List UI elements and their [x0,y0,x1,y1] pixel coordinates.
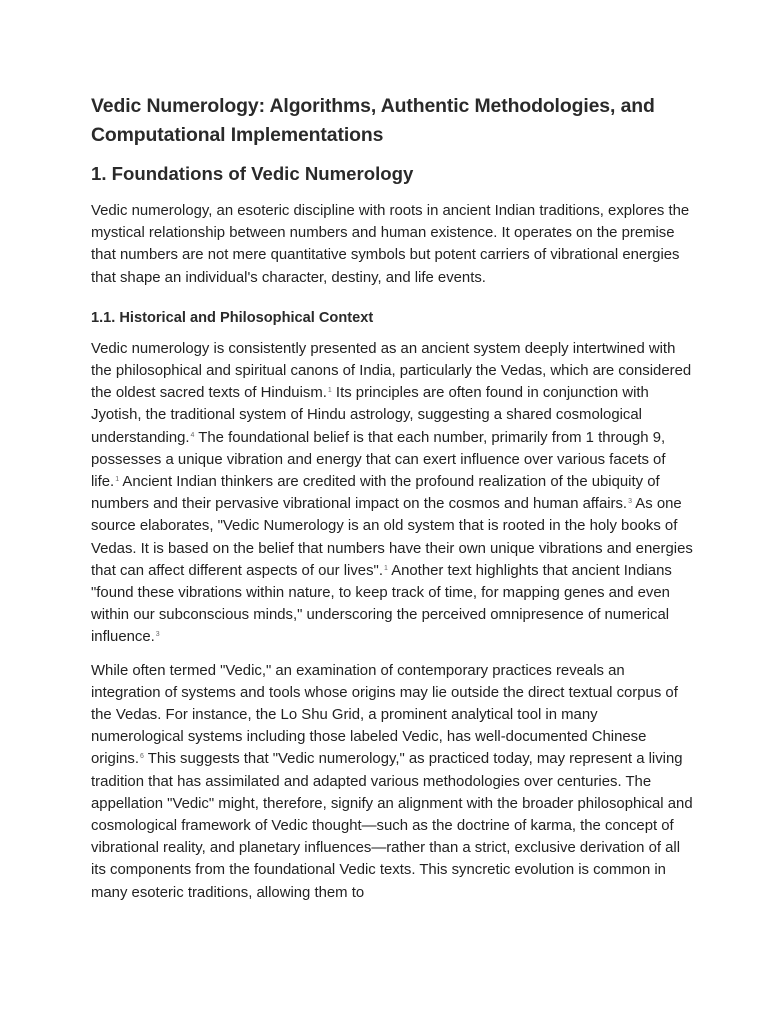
citation-ref[interactable]: 6 [140,753,144,761]
syncretism-paragraph [91,660,693,904]
sentence-text: The foundational belief is that each number, primarily from 1 through 9, possesses a unique vibration and energy that can exert influence over various facets of life. [91,429,666,491]
citation-ref[interactable]: 3 [155,631,160,639]
sentence-text: Its principles are often found in conjunction with Jyotish, the traditional system of Hindu astrology, suggesting a shared cosmological understanding. [91,385,649,446]
intro-paragraph: Vedic numerology, an esoteric discipline with roots in ancient Indian traditions, explores the mystical relationship between numbers and human existence. It operates on the premise that numbers are not mere quantitative symbols but potent carriers of vibrational energies that shape an individual's character, destiny, and life events. [91,203,690,286]
section-heading: 1. Foundations of Vedic Numerology [91,163,414,184]
citation-ref[interactable]: 3 [628,498,632,506]
sentence-text: Another text highlights that ancient Indians "found these vibrations within nature, to keep track of time, for mapping genes and even within our subconscious minds," underscoring the perceived omnipresence of numerical influence. [91,562,672,646]
citation-ref[interactable]: 1 [327,387,332,395]
citation-ref[interactable]: 1 [383,564,388,572]
sentence-text: While often termed "Vedic," an examination of contemporary practices reveals an integration of systems and tools whose origins may lie outside the direct textual corpus of the Vedas. For instance, the Lo Shu Grid, a prominent analytical tool in many numerological systems including those labeled Vedic, has well-documented Chinese origins. [91,662,678,768]
sentence-text: Vedic numerology is consistently presented as an ancient system deeply intertwined with the philosophical and spiritual canons of India, particularly the Vedas, which are considered the oldest sacred texts of Hinduism. [91,340,692,402]
citation-ref[interactable]: 4 [190,431,195,439]
sentence-text: As one source elaborates, "Vedic Numerology is an old system that is rooted in the holy books of Vedas. It is based on the belief that numbers have their own unique vibrations and energies that can affect different aspects of our lives". [91,496,693,579]
document-title: Vedic Numerology: Algorithms, Authentic Methodologies, and Computational Implementations [91,95,655,146]
context-paragraph [91,338,693,649]
sentence-text: Ancient Indian thinkers are credited with the profound realization of the ubiquity of numbers and their pervasive vibrational impact on the cosmos and human affairs. [91,474,660,513]
document-page [91,92,693,904]
subsection-heading: 1.1. Historical and Philosophical Context [91,309,374,326]
sentence-text: This suggests that "Vedic numerology," as practiced today, may represent a living tradition that has assimilated and adapted various methodologies over centuries. The appellation "Vedic" might, therefore, signify an alignment with the broader philosophical and cosmological framework of Vedic thought—such as the doctrine of karma, the concept of vibrational reality, and planetary influences—rather than a strict, exclusive derivation of all its components from the foundational Vedic texts. This syncretic evolution is common in many esoteric traditions, allowing them to [91,751,693,901]
citation-ref[interactable]: 1 [115,476,120,484]
